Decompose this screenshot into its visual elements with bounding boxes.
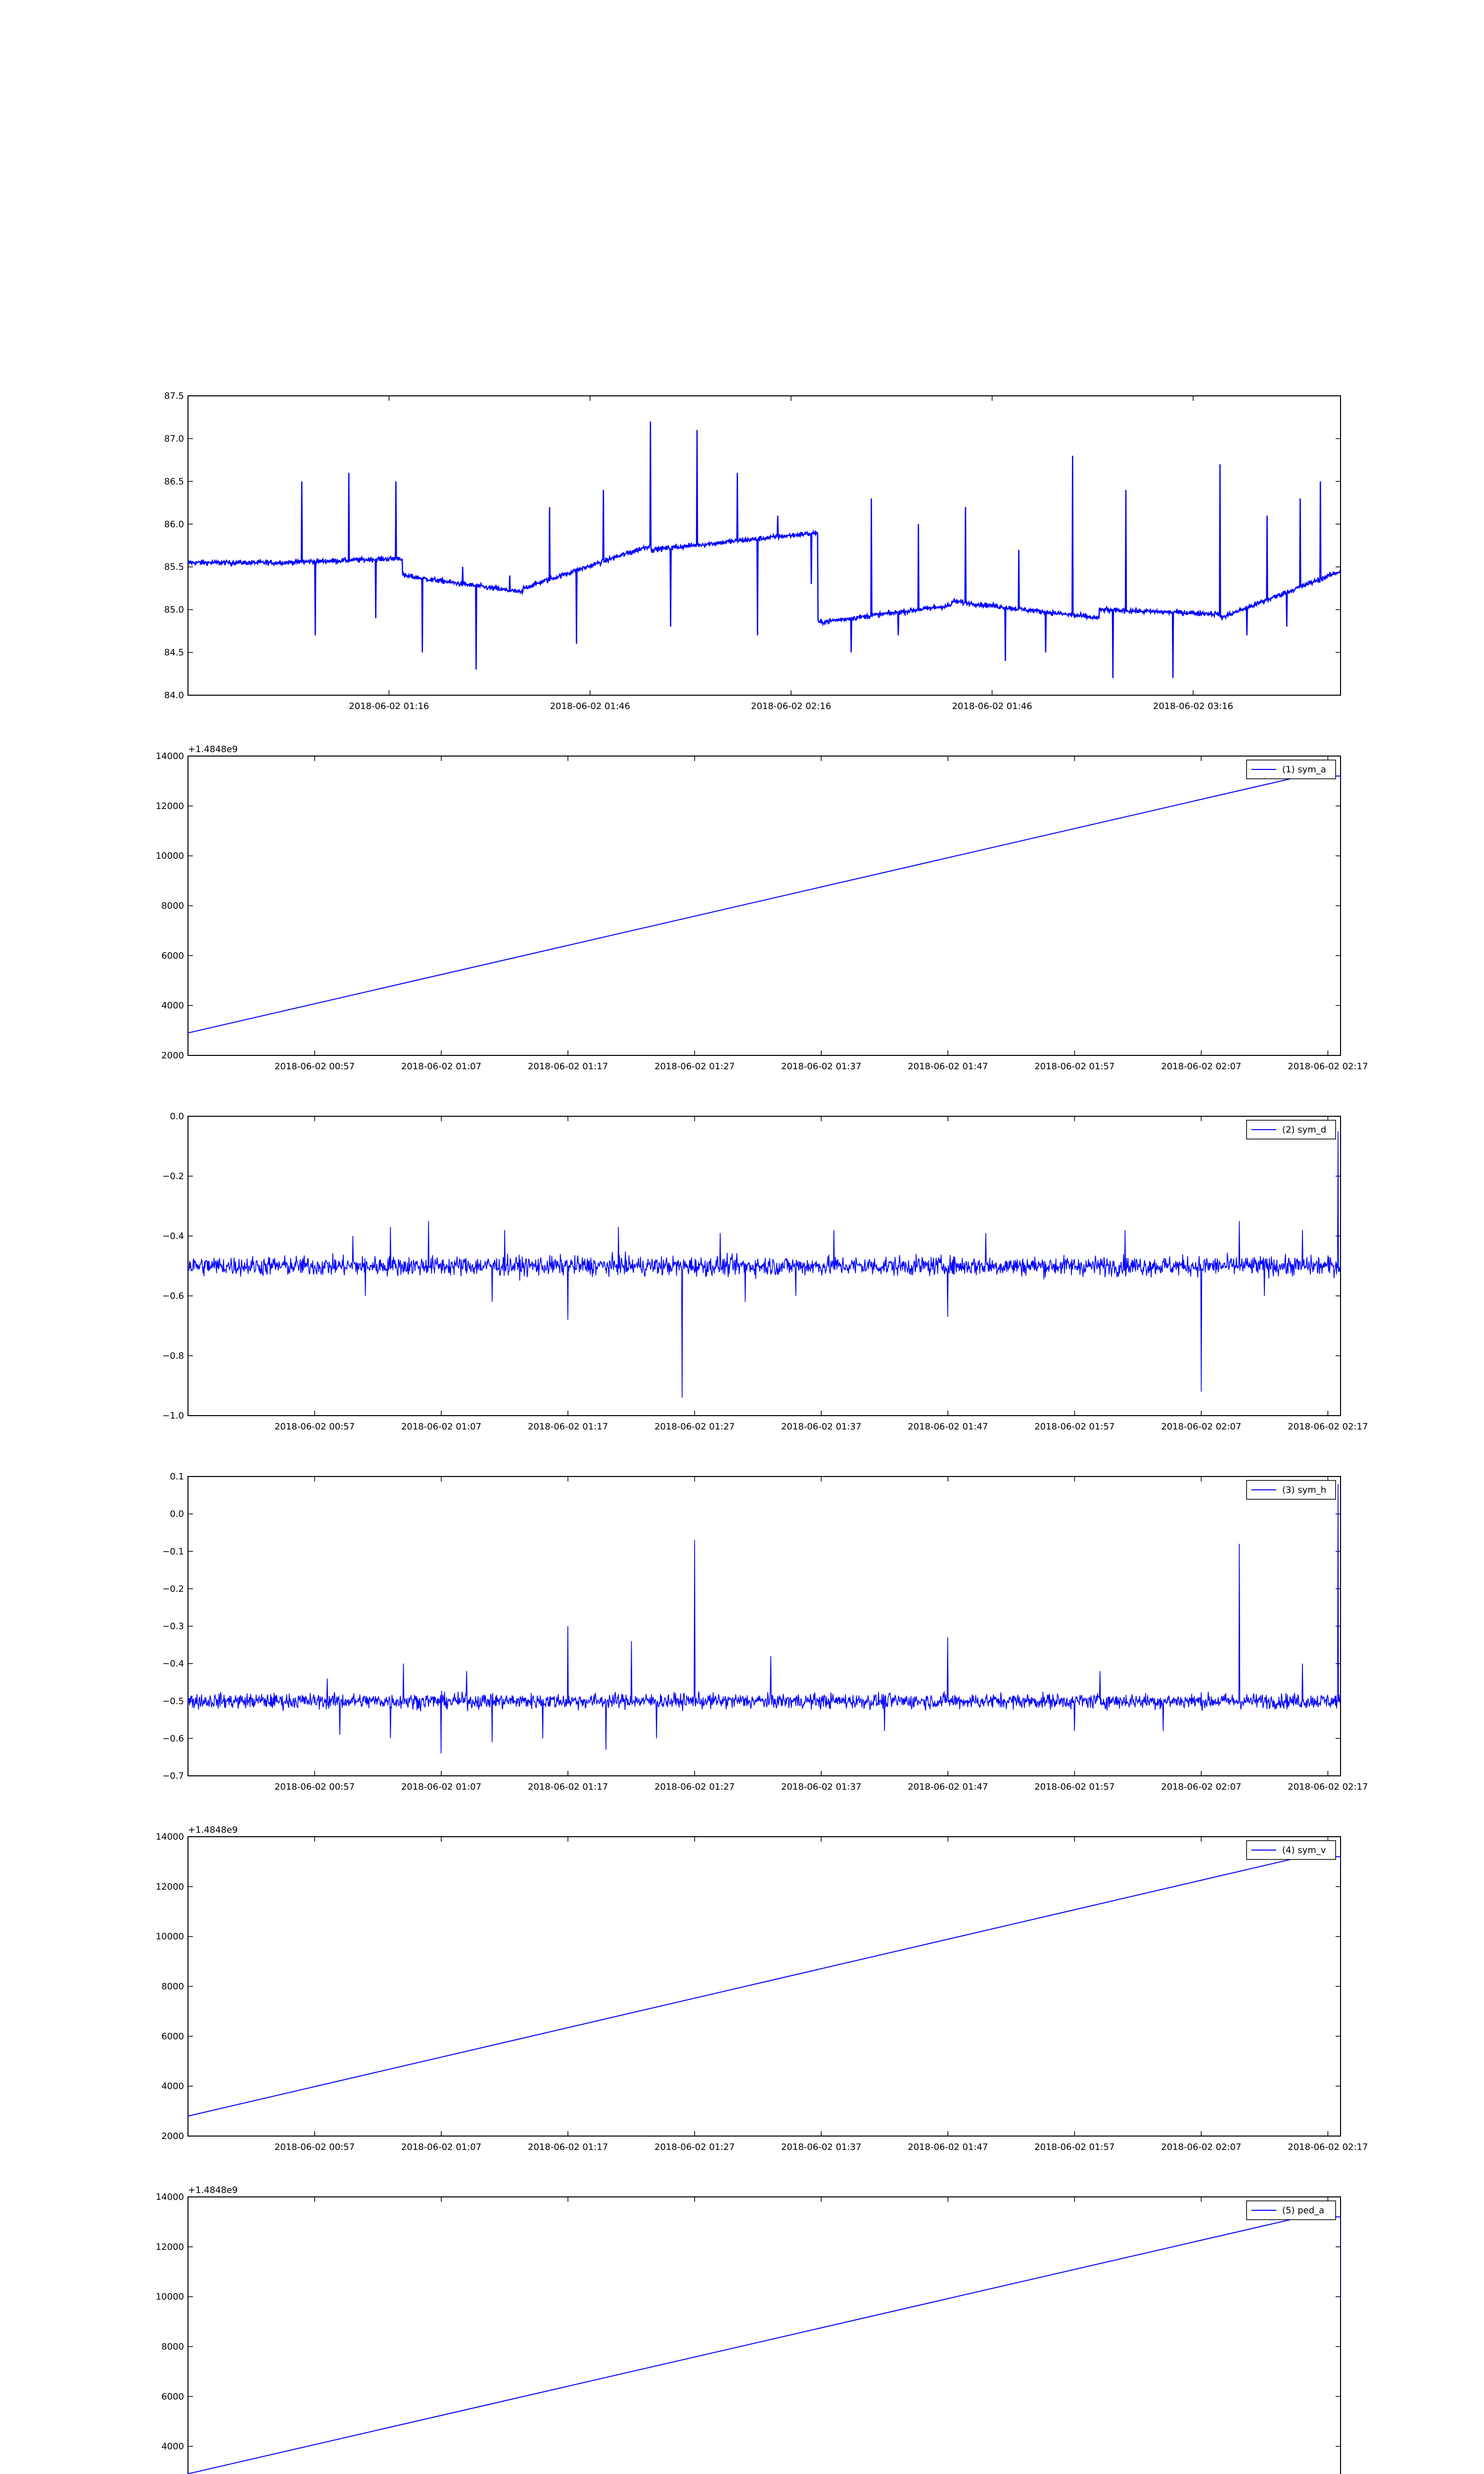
x-tick-label: 2018-06-02 00:57 bbox=[274, 1782, 355, 1792]
legend bbox=[1247, 1841, 1336, 1859]
y-tick-label: −0.1 bbox=[162, 1546, 184, 1557]
legend bbox=[1247, 1120, 1336, 1139]
legend bbox=[1247, 1480, 1336, 1499]
y-tick-label: 8000 bbox=[161, 901, 184, 911]
y-tick-label: 84.0 bbox=[164, 690, 184, 701]
y-tick-label: 8000 bbox=[161, 1981, 184, 1992]
x-tick-label: 2018-06-02 01:17 bbox=[528, 2142, 608, 2152]
y-tick-label: 87.5 bbox=[164, 391, 184, 401]
y-tick-label: −0.2 bbox=[162, 1583, 184, 1594]
x-tick-label: 2018-06-02 01:47 bbox=[908, 1061, 988, 1072]
y-tick-label: 86.0 bbox=[164, 519, 184, 530]
y-tick-label: −0.5 bbox=[162, 1696, 184, 1707]
x-tick-label: 2018-06-02 01:57 bbox=[1034, 1782, 1115, 1792]
x-tick-label: 2018-06-02 01:17 bbox=[528, 1782, 608, 1792]
axis-offset-text: +1.4848e9 bbox=[188, 1825, 238, 1835]
panel-3 bbox=[162, 1111, 1368, 1432]
axes-frame bbox=[188, 1837, 1341, 2136]
x-tick-label: 2018-06-02 01:37 bbox=[781, 1061, 862, 1072]
y-tick-label: 85.5 bbox=[164, 562, 184, 572]
x-tick-label: 2018-06-02 01:07 bbox=[401, 2142, 482, 2152]
x-tick-label: 2018-06-02 03:16 bbox=[1153, 701, 1234, 712]
y-tick-label: 8000 bbox=[161, 2341, 184, 2352]
y-tick-label: 4000 bbox=[161, 2441, 184, 2452]
y-tick-label: 0.0 bbox=[170, 1509, 184, 1520]
y-tick-label: −0.6 bbox=[162, 1733, 184, 1744]
x-tick-label: 2018-06-02 02:07 bbox=[1161, 1061, 1242, 1072]
x-tick-label: 2018-06-02 01:37 bbox=[781, 1782, 862, 1792]
y-tick-label: 6000 bbox=[161, 2031, 184, 2042]
y-tick-label: 14000 bbox=[155, 1832, 184, 1842]
y-tick-label: −0.4 bbox=[162, 1659, 184, 1669]
x-tick-label: 2018-06-02 01:16 bbox=[349, 701, 429, 712]
y-tick-label: −0.4 bbox=[162, 1231, 184, 1241]
axes-frame bbox=[188, 1476, 1341, 1776]
series-line bbox=[188, 1131, 1341, 1397]
axis-offset-text: +1.4848e9 bbox=[188, 744, 238, 755]
x-tick-label: 2018-06-02 02:17 bbox=[1288, 2142, 1368, 2152]
y-tick-label: 12000 bbox=[155, 1881, 184, 1892]
y-tick-label: 12000 bbox=[155, 801, 184, 811]
x-tick-label: 2018-06-02 01:27 bbox=[654, 2142, 735, 2152]
x-tick-label: 2018-06-02 00:57 bbox=[274, 1422, 355, 1432]
y-tick-label: 2000 bbox=[161, 2131, 184, 2141]
x-tick-label: 2018-06-02 01:37 bbox=[781, 2142, 862, 2152]
x-tick-label: 2018-06-02 02:07 bbox=[1161, 1782, 1242, 1792]
x-tick-label: 2018-06-02 01:27 bbox=[654, 1782, 735, 1792]
legend bbox=[1247, 760, 1336, 779]
x-tick-label: 2018-06-02 01:46 bbox=[550, 701, 630, 712]
x-tick-label: 2018-06-02 01:57 bbox=[1034, 1422, 1115, 1432]
axes-frame bbox=[188, 396, 1341, 695]
y-tick-label: −1.0 bbox=[162, 1411, 184, 1421]
x-tick-label: 2018-06-02 00:57 bbox=[274, 2142, 355, 2152]
y-tick-label: 86.5 bbox=[164, 476, 184, 487]
x-tick-label: 2018-06-02 01:27 bbox=[654, 1422, 735, 1432]
x-tick-label: 2018-06-02 02:07 bbox=[1161, 2142, 1242, 2152]
y-tick-label: 0.0 bbox=[170, 1111, 184, 1122]
x-tick-label: 2018-06-02 02:17 bbox=[1288, 1422, 1368, 1432]
y-tick-label: 14000 bbox=[155, 751, 184, 761]
panel-6 bbox=[156, 2185, 1368, 2474]
y-tick-label: 4000 bbox=[161, 2081, 184, 2092]
series-line bbox=[188, 1484, 1341, 1754]
y-tick-label: 4000 bbox=[161, 1000, 184, 1011]
x-tick-label: 2018-06-02 01:37 bbox=[781, 1422, 862, 1432]
y-tick-label: 6000 bbox=[161, 2391, 184, 2402]
y-tick-label: 14000 bbox=[155, 2192, 184, 2202]
panel-4 bbox=[162, 1472, 1368, 1792]
x-tick-label: 2018-06-02 01:57 bbox=[1034, 1061, 1115, 1072]
y-tick-label: −0.3 bbox=[162, 1621, 184, 1632]
x-tick-label: 2018-06-02 01:07 bbox=[401, 1061, 482, 1072]
y-tick-label: 84.5 bbox=[164, 647, 184, 658]
y-tick-label: 12000 bbox=[155, 2241, 184, 2252]
x-tick-label: 2018-06-02 02:17 bbox=[1288, 1782, 1368, 1792]
series-line bbox=[188, 2217, 1341, 2474]
y-tick-label: 10000 bbox=[155, 1931, 184, 1942]
x-tick-label: 2018-06-02 01:47 bbox=[908, 1782, 988, 1792]
x-tick-label: 2018-06-02 00:57 bbox=[274, 1061, 355, 1072]
x-tick-label: 2018-06-02 02:17 bbox=[1288, 1061, 1368, 1072]
panel-5 bbox=[156, 1825, 1368, 2152]
y-tick-label: 10000 bbox=[155, 851, 184, 861]
x-tick-label: 2018-06-02 01:47 bbox=[908, 1422, 988, 1432]
x-tick-label: 2018-06-02 01:57 bbox=[1034, 2142, 1115, 2152]
series-line bbox=[188, 776, 1341, 1033]
legend-label: (4) sym_v bbox=[1282, 1845, 1326, 1856]
x-tick-label: 2018-06-02 02:07 bbox=[1161, 1422, 1242, 1432]
y-tick-label: 0.1 bbox=[170, 1472, 184, 1482]
series-line bbox=[188, 1856, 1341, 2116]
legend-label: (3) sym_h bbox=[1282, 1485, 1327, 1495]
y-tick-label: 87.0 bbox=[164, 433, 184, 444]
x-tick-label: 2018-06-02 01:07 bbox=[401, 1782, 482, 1792]
y-tick-label: −0.2 bbox=[162, 1171, 184, 1182]
axes-frame bbox=[188, 756, 1341, 1055]
legend-label: (2) sym_d bbox=[1282, 1125, 1327, 1135]
y-tick-label: 2000 bbox=[161, 1050, 184, 1061]
y-tick-label: 10000 bbox=[155, 2291, 184, 2302]
x-tick-label: 2018-06-02 01:07 bbox=[401, 1422, 482, 1432]
legend bbox=[1247, 2201, 1336, 2220]
y-tick-label: 6000 bbox=[161, 951, 184, 961]
series-line bbox=[188, 422, 1341, 678]
y-tick-label: −0.6 bbox=[162, 1291, 184, 1301]
y-tick-label: −0.8 bbox=[162, 1351, 184, 1361]
x-tick-label: 2018-06-02 02:16 bbox=[751, 701, 832, 712]
legend-label: (5) ped_a bbox=[1282, 2205, 1325, 2216]
axis-offset-text: +1.4848e9 bbox=[188, 2185, 238, 2195]
y-tick-label: −0.7 bbox=[162, 1771, 184, 1781]
x-tick-label: 2018-06-02 01:46 bbox=[952, 701, 1032, 712]
x-tick-label: 2018-06-02 01:17 bbox=[528, 1061, 608, 1072]
x-tick-label: 2018-06-02 01:47 bbox=[908, 2142, 988, 2152]
axes-frame bbox=[188, 2197, 1341, 2474]
y-tick-label: 85.0 bbox=[164, 605, 184, 616]
x-tick-label: 2018-06-02 01:17 bbox=[528, 1422, 608, 1432]
panel-1 bbox=[164, 391, 1341, 712]
x-tick-label: 2018-06-02 01:27 bbox=[654, 1061, 735, 1072]
legend-label: (1) sym_a bbox=[1282, 764, 1326, 775]
panel-2 bbox=[156, 744, 1368, 1072]
